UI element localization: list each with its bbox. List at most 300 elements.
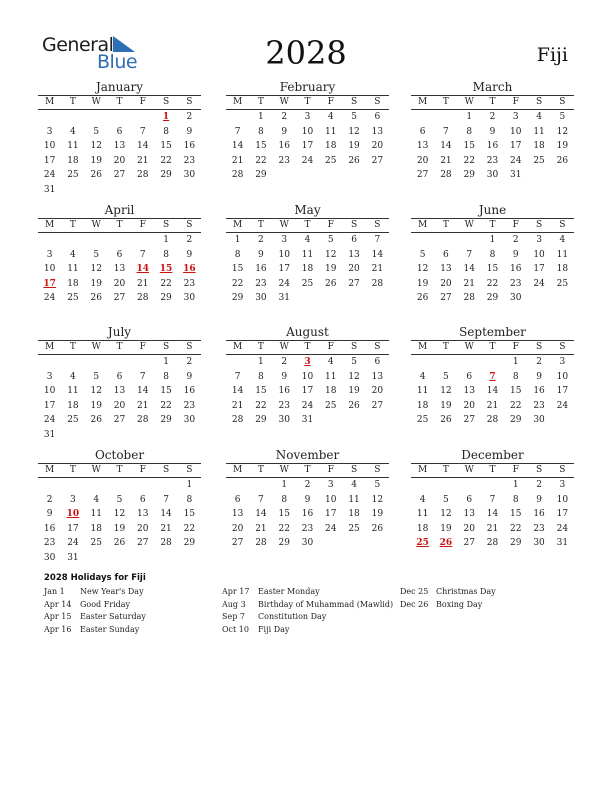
day-cell: 20 — [440, 278, 452, 289]
day-cell: 15 — [183, 509, 196, 519]
holiday-date: Dec 25 — [400, 587, 429, 596]
day-cell: 25 — [67, 170, 79, 180]
day-cell: 2 — [304, 480, 311, 490]
day-cell: 4 — [70, 371, 76, 382]
day-cell: 29 — [160, 293, 172, 303]
day-cell: 15 — [510, 509, 522, 519]
weekday-header: T — [249, 341, 272, 355]
weekday-header: W — [85, 464, 108, 478]
day-cell: 24 — [67, 538, 79, 548]
day-cell: 6 — [116, 371, 123, 382]
month-name: May — [294, 203, 321, 217]
weekday-header: F — [504, 464, 527, 478]
day-cell: 1 — [489, 235, 496, 245]
day-cell: 29 — [463, 170, 475, 180]
day-cell: 15 — [486, 264, 499, 274]
day-cell: 13 — [231, 509, 244, 519]
empty-cell — [131, 110, 154, 125]
day-cell: 15 — [510, 386, 522, 396]
day-cell: 17 — [67, 523, 79, 534]
day-cell: 10 — [556, 494, 569, 505]
weekday-header: T — [249, 219, 272, 233]
day-cell: 19 — [90, 278, 102, 289]
day-cell: 5 — [351, 112, 357, 122]
day-cell: 28 — [463, 293, 475, 303]
day-cell: 17 — [556, 386, 569, 396]
day-cell: 14 — [160, 509, 172, 519]
day-cell: 13 — [371, 126, 384, 137]
weekday-header: M — [411, 219, 434, 233]
day-cell: 18 — [67, 278, 79, 289]
day-cell: 19 — [90, 400, 102, 411]
weekday-header: F — [131, 341, 154, 355]
month-february — [226, 80, 389, 183]
day-cell: 3 — [327, 480, 334, 490]
holiday-date: Apr 17 — [222, 587, 250, 596]
weekday-header: S — [178, 464, 201, 478]
day-cell: 14 — [440, 141, 452, 151]
empty-cell — [38, 355, 61, 370]
day-cell: 18 — [325, 141, 337, 151]
day-cell: 23 — [486, 155, 499, 166]
empty-cell — [131, 478, 154, 493]
day-cell: 23 — [533, 523, 545, 534]
weekday-header: F — [131, 96, 154, 110]
weekday-header: T — [296, 341, 319, 355]
day-cell: 13 — [113, 264, 126, 274]
holiday-name: Easter Saturday — [80, 612, 146, 621]
day-cell: 30 — [486, 170, 499, 180]
weekday-header: F — [319, 341, 342, 355]
holiday-name: Constitution Day — [258, 612, 327, 621]
month-name: December — [461, 448, 524, 462]
weekday-header: M — [38, 219, 61, 233]
day-cell: 12 — [348, 371, 360, 382]
day-cell: 15 — [463, 141, 475, 151]
day-cell: 29 — [160, 415, 172, 425]
day-cell: 4 — [327, 357, 334, 367]
holiday-name: Boxing Day — [436, 599, 483, 609]
day-cell: 10 — [43, 141, 56, 151]
weekday-header: S — [154, 464, 177, 478]
empty-cell — [85, 233, 108, 248]
day-cell: 4 — [351, 480, 357, 490]
day-cell: 9 — [186, 249, 193, 260]
day-cell: 15 — [160, 386, 172, 396]
day-cell: 8 — [512, 371, 519, 382]
day-cell: 17 — [533, 264, 545, 274]
day-cell: 22 — [510, 523, 522, 534]
holiday-row — [222, 600, 393, 613]
day-cell: 20 — [463, 523, 475, 534]
weekday-header: T — [108, 341, 131, 355]
empty-cell — [411, 233, 434, 248]
month-grid — [38, 218, 201, 306]
calendar-year-title: 2028 — [265, 34, 347, 72]
day-cell: 6 — [116, 249, 123, 260]
day-cell: 30 — [255, 293, 267, 303]
day-cell: 9 — [186, 126, 193, 137]
day-cell: 18 — [533, 141, 545, 151]
empty-cell — [411, 355, 434, 370]
day-cell: 21 — [137, 400, 149, 411]
day-cell: 25 — [67, 293, 79, 303]
holiday-date: Aug 3 — [222, 599, 246, 609]
day-cell: 30 — [510, 293, 522, 303]
day-cell: 4 — [419, 371, 426, 382]
day-cell: 13 — [348, 249, 360, 260]
holiday-row — [222, 587, 393, 600]
weekday-header: M — [411, 341, 434, 355]
day-cell: 25 — [556, 278, 569, 289]
day-cell: 29 — [183, 538, 196, 548]
day-cell: 10 — [533, 249, 545, 260]
holiday-row — [44, 612, 146, 625]
weekday-header: S — [178, 341, 201, 355]
day-cell: 7 — [234, 371, 241, 382]
day-cell: 28 — [231, 415, 244, 425]
day-cell: 14 — [231, 141, 244, 151]
day-cell: 5 — [374, 480, 381, 490]
day-cell: 17 — [325, 509, 337, 519]
day-cell: 2 — [186, 112, 193, 122]
day-cell: 21 — [137, 155, 149, 166]
day-cell: 17 — [301, 386, 314, 396]
day-cell: 9 — [281, 371, 288, 382]
day-cell: 19 — [348, 386, 360, 396]
day-cell: 6 — [116, 126, 123, 137]
day-cell: 28 — [160, 538, 172, 548]
day-cell: 26 — [416, 293, 429, 303]
day-cell: 16 — [183, 141, 196, 151]
day-cell: 10 — [43, 386, 56, 396]
day-cell: 19 — [90, 155, 102, 166]
holiday-date: Apr 16 — [44, 624, 72, 634]
day-cell: 19 — [325, 264, 337, 274]
day-cell: 20 — [348, 264, 360, 274]
day-cell: 20 — [137, 523, 149, 534]
weekday-header: T — [434, 464, 457, 478]
day-cell: 15 — [255, 141, 267, 151]
weekday-header: S — [551, 464, 574, 478]
empty-cell — [434, 110, 457, 125]
weekday-header: M — [411, 464, 434, 478]
day-cell: 2 — [258, 235, 264, 245]
weekday-header: S — [178, 96, 201, 110]
empty-cell — [458, 478, 481, 493]
day-cell: 16 — [278, 386, 290, 396]
day-cell: 24 — [556, 400, 569, 411]
month-name: July — [107, 325, 132, 339]
day-cell: 12 — [90, 141, 102, 151]
day-cell: 14 — [463, 264, 475, 274]
day-cell: 7 — [163, 494, 169, 505]
day-cell: 4 — [559, 235, 566, 245]
day-cell: 5 — [559, 112, 566, 122]
day-cell: 8 — [489, 249, 496, 260]
day-cell: 23 — [255, 278, 267, 289]
weekday-header: T — [61, 219, 84, 233]
day-cell: 27 — [440, 293, 452, 303]
weekday-header: T — [296, 219, 319, 233]
weekday-header: T — [108, 464, 131, 478]
day-cell: 24 — [556, 523, 569, 534]
day-cell: 25 — [325, 400, 337, 411]
month-december — [411, 448, 574, 551]
day-cell: 8 — [163, 371, 169, 382]
day-cell: 28 — [371, 278, 384, 289]
day-cell: 9 — [186, 371, 193, 382]
day-cell: 14 — [486, 509, 499, 519]
day-cell: 11 — [325, 371, 337, 382]
day-cell: 31 — [278, 293, 290, 303]
empty-cell — [481, 355, 504, 370]
day-cell: 22 — [183, 523, 196, 534]
day-cell: 21 — [463, 278, 475, 289]
day-cell: 22 — [463, 155, 475, 166]
day-cell: 23 — [183, 278, 196, 289]
day-cell: 5 — [116, 494, 123, 505]
month-grid — [411, 463, 574, 551]
empty-cell — [85, 110, 108, 125]
day-cell: 17 — [556, 509, 569, 519]
day-cell: 10 — [278, 249, 290, 260]
day-cell: 24 — [43, 170, 56, 180]
day-cell: 13 — [416, 141, 429, 151]
day-cell: 31 — [510, 170, 522, 180]
month-grid — [411, 340, 574, 428]
weekday-header: F — [131, 219, 154, 233]
day-cell: 3 — [70, 494, 76, 505]
day-cell: 25 — [90, 538, 102, 548]
day-cell: 28 — [137, 170, 149, 180]
day-cell: 28 — [486, 538, 499, 548]
day-cell: 20 — [113, 278, 126, 289]
day-cell: 5 — [327, 235, 334, 245]
holiday-column — [44, 587, 146, 637]
day-cell: 13 — [440, 264, 452, 274]
day-cell: 1 — [466, 112, 473, 122]
day-cell: 12 — [325, 249, 337, 260]
day-cell: 19 — [416, 278, 429, 289]
day-cell: 13 — [113, 386, 126, 396]
day-cell: 4 — [419, 494, 426, 505]
month-november — [226, 448, 389, 551]
weekday-header: W — [85, 96, 108, 110]
day-cell: 18 — [67, 400, 79, 411]
day-cell: 12 — [113, 509, 126, 519]
weekday-header: T — [249, 464, 272, 478]
day-cell: 21 — [160, 523, 172, 534]
month-name: February — [279, 80, 336, 94]
empty-cell — [226, 110, 249, 125]
day-cell: 2 — [281, 112, 288, 122]
weekday-header: W — [273, 96, 296, 110]
day-cell: 6 — [374, 112, 381, 122]
day-cell: 7 — [234, 126, 241, 137]
day-cell: 23 — [183, 400, 196, 411]
weekday-header: T — [434, 96, 457, 110]
month-grid — [411, 218, 574, 306]
weekday-header: S — [366, 464, 389, 478]
day-cell: 21 — [486, 400, 499, 411]
day-cell: 12 — [440, 386, 452, 396]
day-cell: 1 — [258, 357, 264, 367]
day-cell: 16 — [510, 264, 522, 274]
day-cell: 3 — [46, 249, 53, 260]
day-cell: 10 — [510, 126, 522, 137]
day-cell: 22 — [255, 155, 267, 166]
day-cell: 1 — [258, 112, 264, 122]
day-cell: 27 — [113, 293, 126, 303]
day-cell: 24 — [301, 400, 314, 411]
day-cell: 20 — [371, 386, 384, 396]
holiday-name: Birthday of Muhammad (Mawlid) — [258, 599, 394, 609]
weekday-header: T — [61, 341, 84, 355]
holiday-day-cell: 17 — [43, 278, 56, 289]
brand-name-general: General — [42, 34, 114, 56]
day-cell: 22 — [160, 400, 172, 411]
day-cell: 30 — [533, 538, 545, 548]
country-name: Fiji — [536, 44, 568, 66]
month-june — [411, 203, 574, 306]
empty-cell — [38, 110, 61, 125]
day-cell: 2 — [536, 480, 542, 490]
month-grid — [38, 340, 201, 442]
day-cell: 22 — [278, 523, 290, 534]
month-name: April — [104, 203, 135, 217]
empty-cell — [61, 233, 84, 248]
month-name: November — [275, 448, 340, 462]
month-grid — [226, 340, 389, 428]
day-cell: 10 — [301, 126, 314, 137]
weekday-header: S — [342, 219, 365, 233]
day-cell: 7 — [139, 249, 146, 260]
day-cell: 29 — [486, 293, 499, 303]
day-cell: 18 — [348, 509, 360, 519]
day-cell: 4 — [70, 249, 76, 260]
day-cell: 25 — [533, 155, 545, 166]
day-cell: 30 — [301, 538, 314, 548]
day-cell: 9 — [46, 509, 53, 519]
weekday-header: T — [434, 341, 457, 355]
holiday-date: Apr 15 — [44, 612, 72, 621]
day-cell: 15 — [231, 264, 244, 274]
weekday-header: S — [527, 96, 550, 110]
day-cell: 16 — [533, 509, 545, 519]
day-cell: 24 — [278, 278, 290, 289]
weekday-header: F — [319, 96, 342, 110]
holiday-name: Good Friday — [80, 599, 131, 609]
day-cell: 2 — [512, 235, 519, 245]
day-cell: 13 — [113, 141, 126, 151]
weekday-header: T — [61, 96, 84, 110]
day-cell: 7 — [443, 126, 449, 137]
day-cell: 5 — [443, 494, 449, 505]
day-cell: 5 — [93, 249, 100, 260]
empty-cell — [108, 110, 131, 125]
day-cell: 16 — [183, 386, 196, 396]
weekday-header: S — [154, 219, 177, 233]
holiday-row — [44, 600, 146, 613]
weekday-header: S — [527, 464, 550, 478]
day-cell: 3 — [46, 126, 53, 137]
day-cell: 11 — [90, 509, 102, 519]
weekday-header: W — [458, 96, 481, 110]
weekday-header: W — [458, 219, 481, 233]
day-cell: 2 — [186, 357, 193, 367]
day-cell: 6 — [374, 357, 381, 367]
weekday-header: T — [481, 96, 504, 110]
empty-cell — [61, 110, 84, 125]
holiday-name: Christmas Day — [436, 587, 496, 596]
day-cell: 15 — [255, 386, 267, 396]
day-cell: 12 — [90, 386, 102, 396]
day-cell: 29 — [510, 415, 522, 425]
day-cell: 27 — [348, 278, 360, 289]
holiday-name: Easter Sunday — [80, 624, 140, 634]
day-cell: 27 — [463, 538, 475, 548]
day-cell: 3 — [46, 371, 53, 382]
weekday-header: M — [38, 96, 61, 110]
holiday-date: Oct 10 — [222, 624, 249, 634]
day-cell: 14 — [137, 386, 149, 396]
weekday-header: M — [38, 464, 61, 478]
day-cell: 19 — [348, 141, 360, 151]
day-cell: 14 — [137, 141, 149, 151]
day-cell: 21 — [371, 264, 384, 274]
weekday-header: F — [504, 341, 527, 355]
holiday-day-cell: 1 — [162, 112, 170, 122]
day-cell: 20 — [371, 141, 384, 151]
weekday-header: T — [296, 96, 319, 110]
day-cell: 17 — [278, 264, 290, 274]
empty-cell — [411, 110, 434, 125]
weekday-header: S — [551, 341, 574, 355]
month-january — [38, 80, 201, 197]
weekday-header: F — [504, 96, 527, 110]
day-cell: 27 — [113, 170, 126, 180]
day-cell: 18 — [90, 523, 102, 534]
day-cell: 26 — [348, 400, 360, 411]
holiday-name: Easter Monday — [258, 587, 320, 596]
day-cell: 6 — [443, 249, 449, 260]
day-cell: 3 — [559, 480, 566, 490]
weekday-header: S — [551, 96, 574, 110]
day-cell: 26 — [325, 278, 337, 289]
weekday-header: S — [342, 96, 365, 110]
day-cell: 30 — [278, 415, 290, 425]
day-cell: 14 — [486, 386, 499, 396]
day-cell: 6 — [234, 494, 241, 505]
day-cell: 8 — [234, 249, 241, 260]
day-cell: 16 — [533, 386, 545, 396]
weekday-header: T — [481, 219, 504, 233]
day-cell: 2 — [281, 357, 288, 367]
day-cell: 2 — [536, 357, 542, 367]
empty-cell — [108, 478, 131, 493]
day-cell: 13 — [137, 509, 149, 519]
day-cell: 1 — [512, 480, 519, 490]
day-cell: 5 — [351, 357, 357, 367]
day-cell: 20 — [463, 400, 475, 411]
weekday-header: W — [458, 464, 481, 478]
day-cell: 20 — [113, 155, 126, 166]
weekday-header: W — [273, 341, 296, 355]
day-cell: 3 — [304, 112, 311, 122]
empty-cell — [38, 478, 61, 493]
day-cell: 8 — [466, 126, 473, 137]
